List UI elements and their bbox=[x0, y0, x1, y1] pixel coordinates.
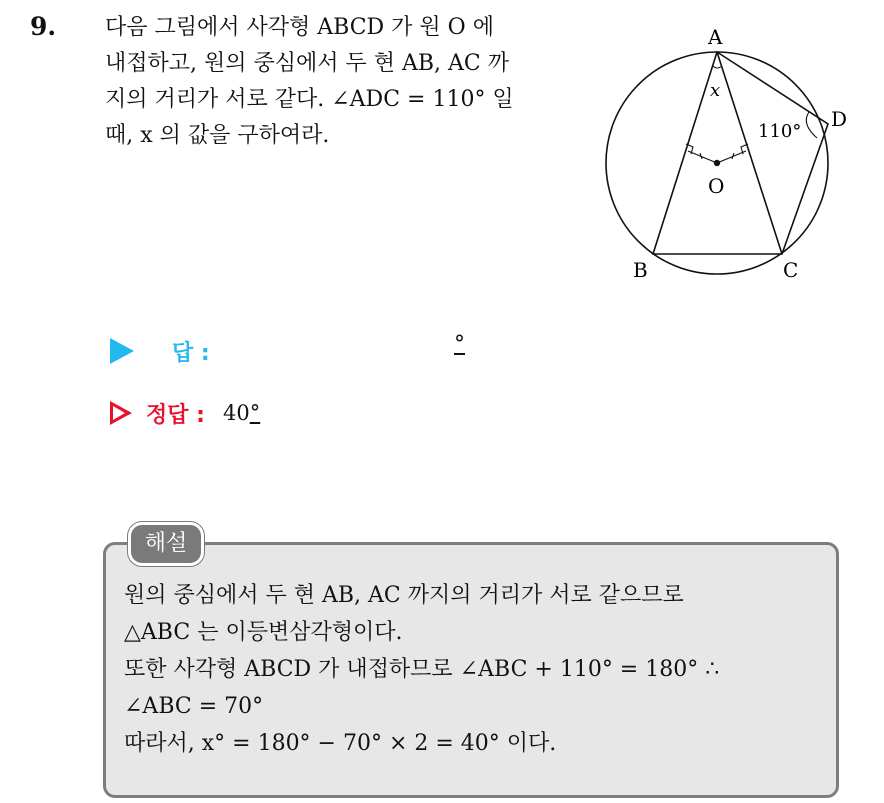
solution-text bbox=[124, 577, 824, 762]
angle-arc-a bbox=[713, 66, 722, 68]
label-b: B bbox=[633, 258, 648, 282]
question-line: 때, x 의 값을 구하여라. bbox=[105, 123, 330, 148]
correct-answer-row bbox=[110, 396, 260, 430]
perpendicular-ab bbox=[688, 151, 717, 163]
solution-line: 따라서, x° = 180° − 70° × 2 = 40° 이다. bbox=[124, 731, 557, 756]
perpendicular-ac bbox=[717, 151, 746, 163]
correct-answer-label: 정답 : bbox=[146, 402, 205, 428]
label-x: x bbox=[710, 80, 721, 101]
question-line: 다음 그림에서 사각형 ABCD 가 원 O 에 bbox=[105, 15, 494, 40]
label-angle-110: 110° bbox=[758, 121, 802, 142]
label-c: C bbox=[783, 258, 799, 282]
label-d: D bbox=[831, 107, 848, 131]
solution-line: △ABC 는 이등변삼각형이다. bbox=[124, 620, 403, 645]
question-line: 지의 거리가 서로 같다. ∠ADC = 110° 일 bbox=[105, 87, 514, 112]
correct-answer-value bbox=[223, 401, 260, 425]
answer-unit: ° bbox=[454, 332, 465, 357]
inscribed-quadrilateral-figure bbox=[595, 20, 865, 290]
solution-line: ∠ABC = 70° bbox=[124, 694, 264, 719]
answer-label: 답 : bbox=[172, 340, 210, 366]
correct-value-number: 40 bbox=[222, 401, 250, 425]
chord-ac bbox=[717, 52, 782, 254]
answer-row bbox=[110, 332, 465, 368]
correct-value-unit: ° bbox=[249, 401, 261, 425]
outline-triangle-icon bbox=[110, 401, 132, 425]
solution-line: 또한 사각형 ABCD 가 내접하므로 ∠ABC + 110° = 180° ∴ bbox=[124, 657, 720, 682]
solution-tab: 해설 bbox=[128, 522, 204, 566]
center-point bbox=[714, 160, 720, 166]
question-text bbox=[105, 10, 585, 154]
label-o: O bbox=[708, 174, 725, 198]
question-number: 9. bbox=[30, 12, 57, 41]
play-triangle-icon bbox=[110, 338, 134, 364]
question-line: 내접하고, 원의 중심에서 두 현 AB, AC 까 bbox=[105, 51, 509, 76]
label-a: A bbox=[708, 25, 723, 49]
solution-line: 원의 중심에서 두 현 AB, AC 까지의 거리가 서로 같으므로 bbox=[124, 583, 684, 608]
